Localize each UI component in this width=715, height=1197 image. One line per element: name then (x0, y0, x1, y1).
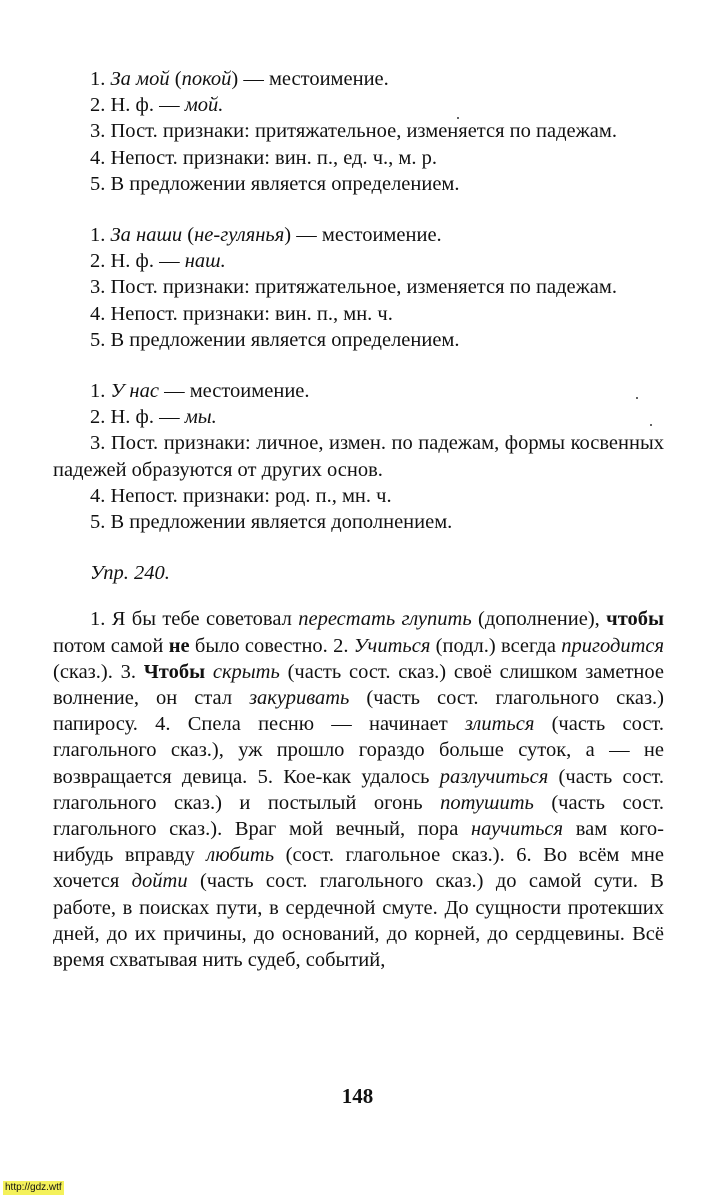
analysis-block-2 (53, 222, 664, 353)
item-line-2: 2. Н. ф. — мой. (90, 94, 224, 117)
item-line-1: 1. У нас — местоимение. (90, 380, 310, 403)
item-line-4: 4. Непост. признаки: вин. п., ед. ч., м. р. (90, 146, 438, 169)
analysis-block-1 (53, 66, 664, 197)
watermark-link[interactable]: http://gdz.wtf (5, 1182, 62, 1193)
item-line-1: 1. За мой (покой) — местоимение. (90, 68, 389, 90)
item-line-2: 2. Н. ф. — наш. (90, 250, 226, 273)
item-line-2: 2. Н. ф. — мы. (90, 406, 217, 429)
item-line-4: 4. Непост. признаки: род. п., мн. ч. (90, 484, 392, 507)
item-line-5: 5. В предложении является определением. (90, 172, 460, 195)
analysis-block-3 (53, 378, 664, 535)
item-line-5: 5. В предложении является определением. (90, 328, 460, 351)
document-page (53, 66, 664, 994)
scan-speck (650, 424, 652, 426)
scan-speck (636, 397, 638, 399)
page-number: 148 (341, 1084, 374, 1108)
item-line-1: 1. За наши (не-гулянья) — местоимение. (90, 224, 442, 247)
exercise-heading: Упр. 240. (90, 562, 170, 585)
scan-speck (457, 117, 459, 119)
item-line-3: 3. Пост. признаки: притяжательное, изменяется по падежам. (90, 120, 617, 143)
item-line-5: 5. В предложении является дополнением. (90, 511, 453, 534)
exercise-text: 1. Я бы тебе советовал перестать глупить (дополнение), чтобы потом самой не было совестно. 2. Учиться (подл.) всегда пригодится (сказ.). 3. Чтобы скрыть (часть сост. сказ.) своё слишком заметное волнение, он стал закуривать (часть сост. глагольного сказ.) папиросу. 4. Спела песню — начинает злиться (часть сост. глагольного сказ.), уж прошло гораздо больше суток, а — не возвращается девица. 5. Кое-как удалось разлучиться (часть сост. глагольного сказ.) и постылый огонь потушить (часть сост. глагольного сказ.). Враг мой вечный, пора научиться вам кого-нибудь вправду любить (сост. глагольное сказ.). 6. Во всём мне хочется дойти (часть сост. глагольного сказ.) до самой сути. В работе, в поисках пути, в сердечной смуте. До сущности протекших дней, до их причины, до оснований, до корней, до сердцевины. Всё время схватывая нить судеб, событий, (53, 608, 665, 972)
item-line-3: 3. Пост. признаки: личное, измен. по падежам, формы косвенных падежей образуются от других основ. (53, 432, 664, 481)
item-line-4: 4. Непост. признаки: вин. п., мн. ч. (90, 302, 393, 325)
item-line-3: 3. Пост. признаки: притяжательное, изменяется по падежам. (90, 276, 617, 299)
exercise-240 (53, 560, 664, 973)
